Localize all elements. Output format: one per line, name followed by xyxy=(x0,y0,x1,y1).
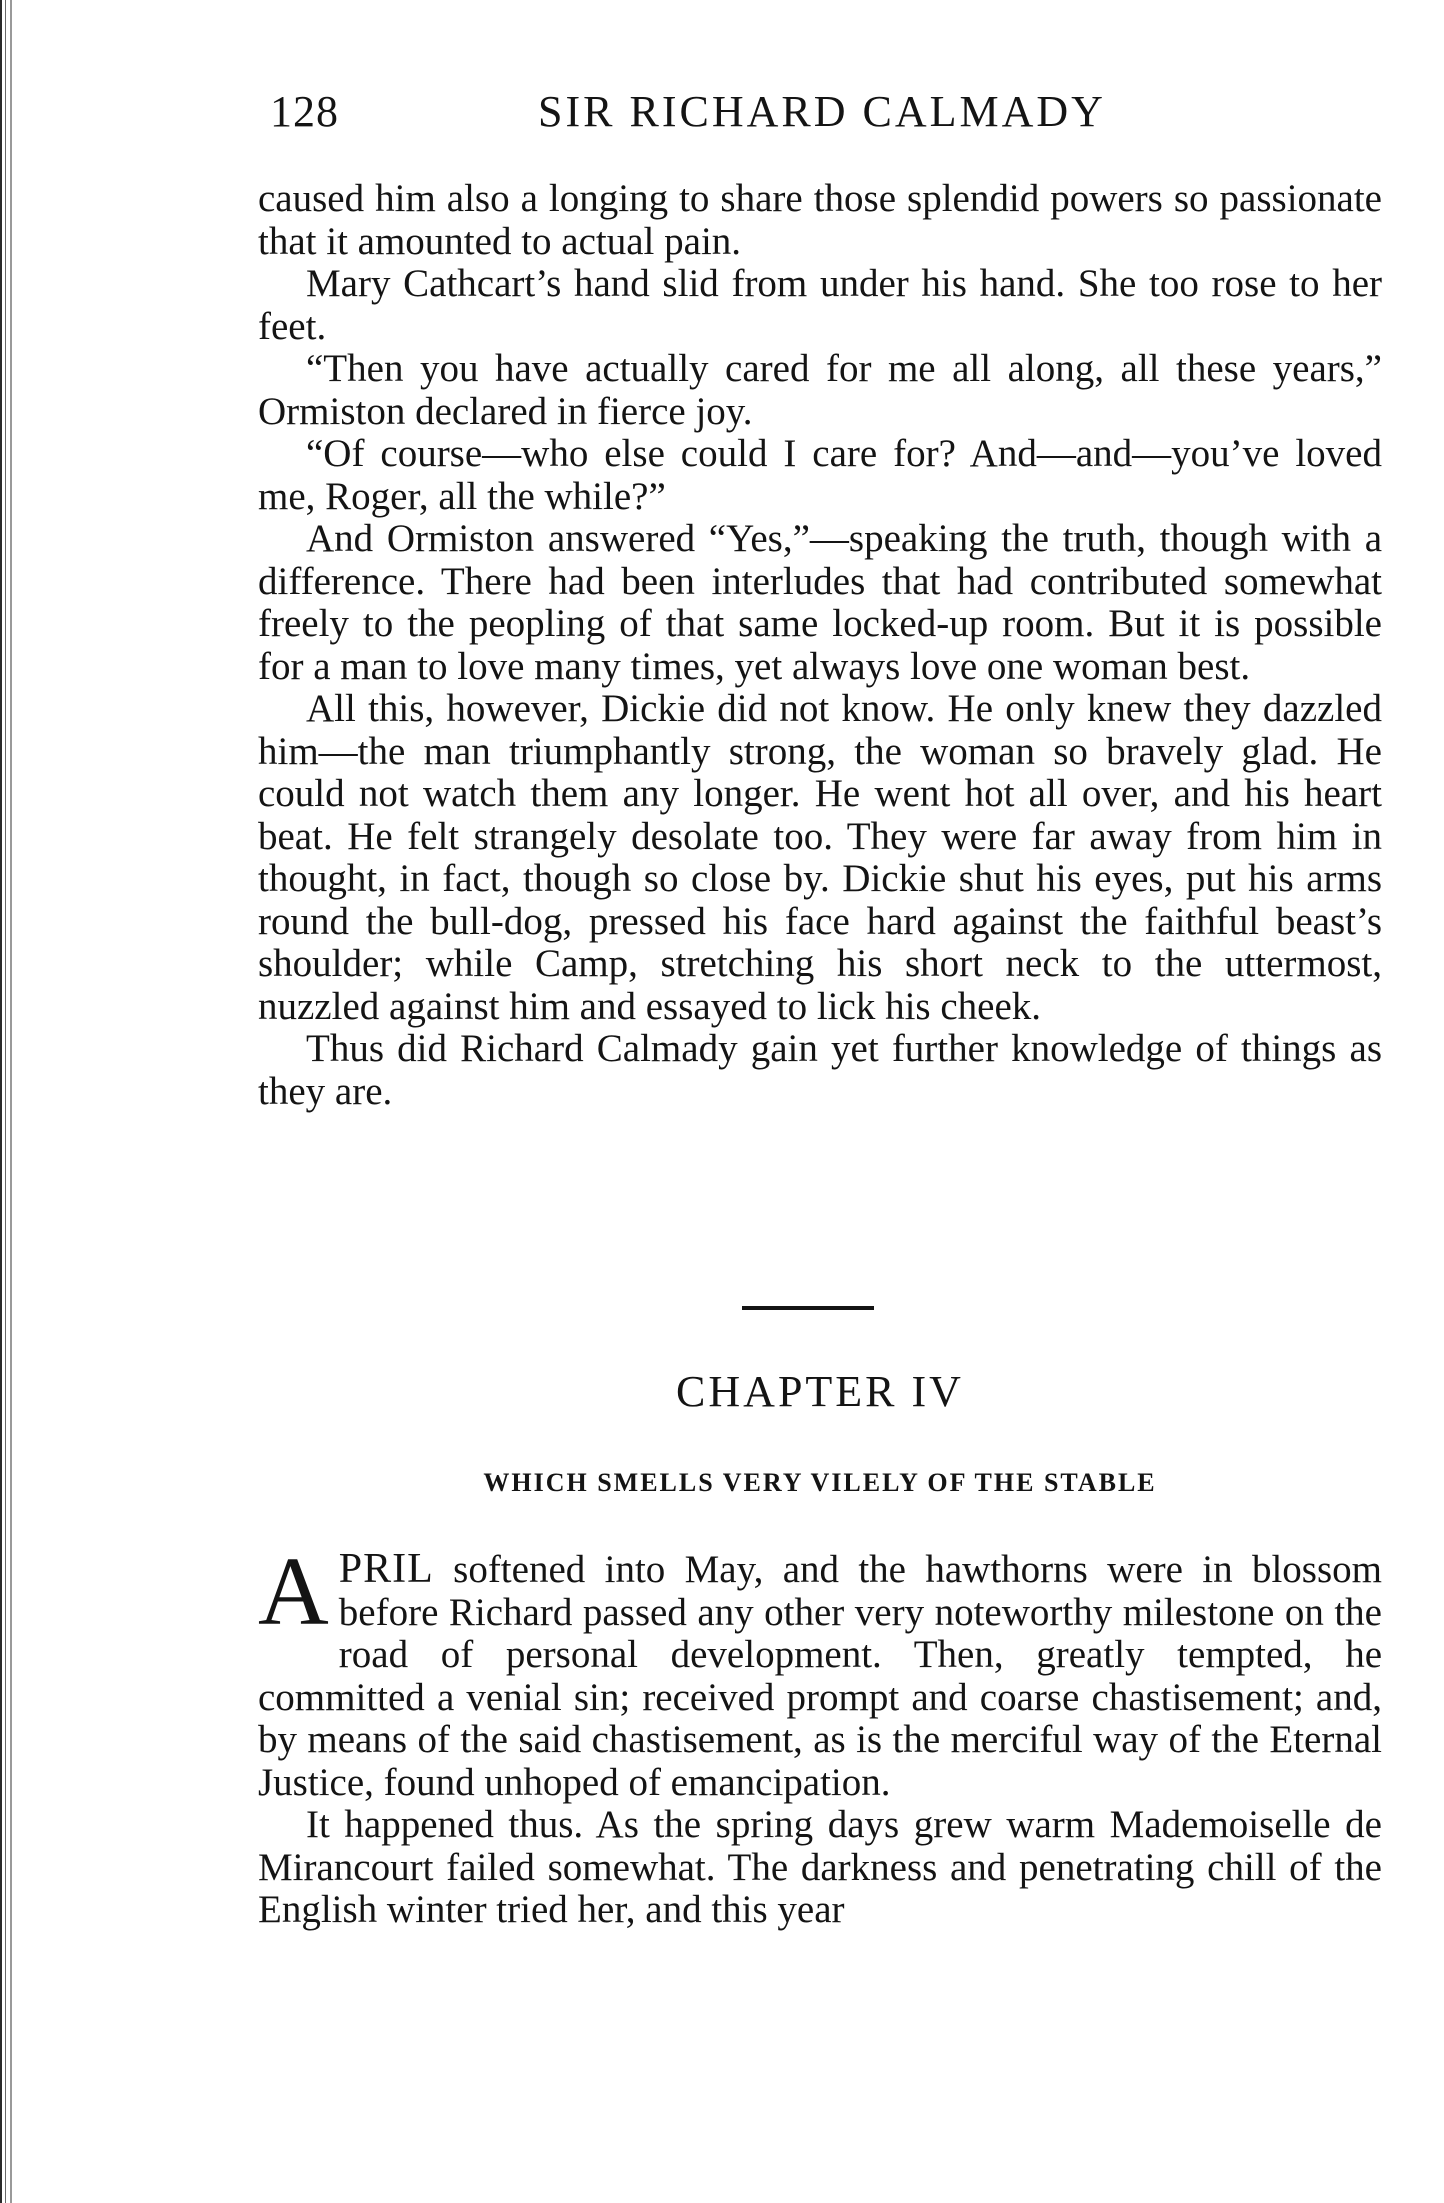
paragraph: Mary Cathcart’s hand slid from under his hand. She too rose to her feet. xyxy=(258,262,1382,348)
paragraph: “Then you have actually cared for me all along, all these years,” Ormiston declared in fierce joy. xyxy=(258,347,1382,433)
section-divider-rule xyxy=(742,1306,874,1310)
chapter-subtitle: WHICH SMELLS VERY VILELY OF THE STABLE xyxy=(483,1468,1157,1497)
paragraph: All this, however, Dickie did not know. He only knew they dazzled him—the man triumphantly strong, the woman so bravely glad. He could not watch them any longer. He went hot all over, and his heart beat. He felt strangely desolate too. They were far away from him in thought, in fact, though so close by. Dickie shut his eyes, put his arms round the bull-dog, pressed his face hard against the faithful beast’s shoulder; while Camp, stretching his short neck to the uttermost, nuzzled against him and essayed to lick his cheek. xyxy=(258,687,1382,1028)
paragraph: Thus did Richard Calmady gain yet further knowledge of things as they are. xyxy=(258,1027,1382,1113)
running-title: SIR RICHARD CALMADY xyxy=(538,87,1106,136)
page-binding-edge xyxy=(0,0,12,2203)
opening-word-lead: PRIL xyxy=(338,1546,434,1592)
paragraph: “Of course—who else could I care for? And—and—you’ve loved me, Roger, all the while?” xyxy=(258,432,1382,518)
chapter-title: CHAPTER IV xyxy=(676,1367,964,1416)
paragraph: And Ormiston answered “Yes,”—speaking the truth, though with a difference. There had been interludes that had contributed somewhat freely to the peopling of that same locked-up room. But it is possible for a man to love many times, yet always love one woman best. xyxy=(258,517,1382,688)
page-number: 128 xyxy=(270,87,339,136)
body-text-top xyxy=(258,178,1382,1113)
page-header xyxy=(270,86,1380,156)
paragraph: It happened thus. As the spring days grew warm Mademoiselle de Mirancourt failed somewhat. The darkness and penetrating chill of the English winter tried her, and this year xyxy=(258,1803,1382,1931)
paragraph: caused him also a longing to share those splendid powers so passionate that it amounted to actual pain. xyxy=(258,177,1382,263)
body-text-chapter xyxy=(258,1538,1382,1932)
drop-cap: A xyxy=(258,1538,329,1646)
opening-paragraph-text: softened into May, and the hawthorns were in blossom before Richard passed any other very noteworthy milestone on the road of personal development. Then, greatly tempted, he committed a venial sin; received prompt and coarse chastisement; and, by means of the said chastisement, as is the merciful way of the Eternal Justice, found unhoped of emancipation. xyxy=(258,1548,1382,1804)
chapter-opening-paragraph xyxy=(258,1538,1382,1804)
